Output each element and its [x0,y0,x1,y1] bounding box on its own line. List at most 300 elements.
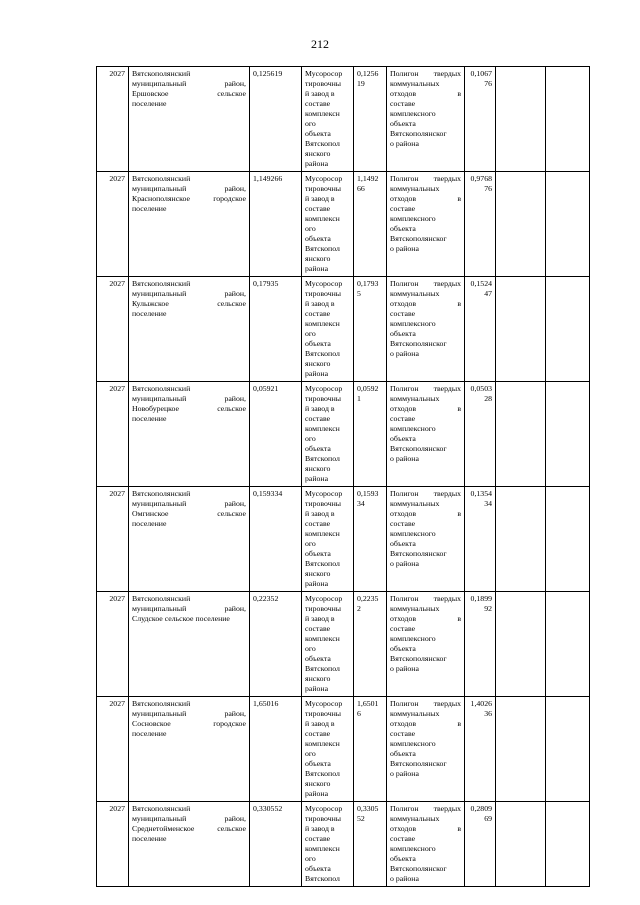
year-cell [97,382,129,487]
processing-object-cell-line: Мусоросор [305,489,343,498]
disposed-volume-cell-line: 0,0503 [470,384,492,393]
disposed-volume-cell-line: 0,1067 [470,69,492,78]
disposed-volume-cell-line: 76 [484,79,492,88]
processing-object-cell-line: й завод в [305,824,335,833]
processing-object-cell-line: района [305,579,329,588]
disposed-volume-cell [465,277,496,382]
year-cell [97,802,129,887]
disposal-object-cell-line: коммунальных [390,289,440,298]
municipality-cell-line: Сосновское городское [132,719,246,728]
disposed-volume-cell [465,697,496,802]
processing-object-cell-line: янского [305,464,331,473]
disposal-object-cell-line: комплексного [390,739,436,748]
municipality-cell [129,172,250,277]
disposal-object-cell-line: отходов в [390,89,461,98]
municipality-cell-line: Среднетойменское сельское [132,824,246,833]
disposed-volume-cell-line: 76 [484,184,492,193]
processing-object-cell-line: тировочны [305,604,342,613]
disposal-object-cell [387,592,465,697]
year-cell-line: 2027 [109,69,125,78]
processing-object-cell-line: района [305,264,329,273]
disposal-object-cell-line: Полигон твердых [390,804,461,813]
processing-object-cell-line: янского [305,569,331,578]
disposal-object-cell-line: Вятскополянског [390,339,447,348]
processing-object-cell-line: Вятскопол [305,244,340,253]
empty-cell [546,67,590,172]
processing-object-cell [302,67,354,172]
empty-cell [546,697,590,802]
waste-flow-table [96,66,590,887]
processing-object-cell-line: комплексн [305,109,340,118]
empty-cell [546,487,590,592]
processing-object-cell-line: комплексн [305,214,340,223]
empty-cell [496,697,546,802]
processing-object-cell-line: ого [305,224,316,233]
processing-object-cell-line: Вятскопол [305,349,340,358]
disposal-object-cell-line: коммунальных [390,499,440,508]
processing-object-cell-line: комплексн [305,319,340,328]
disposed-volume-cell-line: 0,1899 [470,594,492,603]
municipality-cell-line: Кулыжское сельское [132,299,246,308]
empty-cell [496,487,546,592]
disposal-object-cell-line: отходов в [390,299,461,308]
waste-volume-cell [250,697,302,802]
processing-object-cell-line: й завод в [305,509,335,518]
municipality-cell-line: поселение [132,309,167,318]
disposal-object-cell-line: Вятскополянског [390,549,447,558]
processed-volume-cell-line: 66 [357,184,365,193]
processing-object-cell-line: составе [305,309,331,318]
empty-cell [546,802,590,887]
disposal-object-cell-line: комплексного [390,844,436,853]
waste-volume-cell [250,67,302,172]
processing-object-cell-line: й завод в [305,299,335,308]
disposal-object-cell-line: составе [390,99,416,108]
processing-object-cell-line: Вятскопол [305,874,340,883]
processing-object-cell-line: комплексн [305,844,340,853]
disposal-object-cell [387,172,465,277]
empty-cell [496,802,546,887]
processing-object-cell-line: Мусоросор [305,174,343,183]
disposal-object-cell-line: о района [390,874,419,883]
disposal-object-cell-line: комплексного [390,634,436,643]
processing-object-cell-line: ого [305,539,316,548]
disposal-object-cell-line: составе [390,309,416,318]
processed-volume-cell-line: 1,6501 [357,699,379,708]
year-cell [97,277,129,382]
disposal-object-cell-line: объекта [390,854,416,863]
processing-object-cell-line: ого [305,119,316,128]
table-row [97,697,590,802]
disposal-object-cell-line: отходов в [390,404,461,413]
year-cell [97,697,129,802]
processed-volume-cell-line: 5 [357,289,361,298]
year-cell-line: 2027 [109,174,125,183]
disposal-object-cell-line: отходов в [390,614,461,623]
disposed-volume-cell-line: 0,1354 [470,489,492,498]
municipality-cell-line: муниципальный район, [132,184,246,193]
municipality-cell-line: Вятскополянский [132,804,191,813]
processing-object-cell [302,277,354,382]
processing-object-cell-line: Вятскопол [305,769,340,778]
disposed-volume-cell [465,592,496,697]
empty-cell [546,277,590,382]
disposed-volume-cell [465,382,496,487]
processing-object-cell-line: комплексн [305,634,340,643]
disposal-object-cell-line: комплексного [390,319,436,328]
processing-object-cell-line: района [305,474,329,483]
disposal-object-cell-line: коммунальных [390,184,440,193]
processing-object-cell-line: янского [305,359,331,368]
municipality-cell-line: поселение [132,729,167,738]
processed-volume-cell-line: 2 [357,604,361,613]
table-row [97,277,590,382]
waste-volume-cell [250,277,302,382]
processing-object-cell-line: района [305,684,329,693]
processing-object-cell-line: янского [305,674,331,683]
processing-object-cell-line: й завод в [305,89,335,98]
empty-cell [496,592,546,697]
processed-volume-cell [354,592,387,697]
disposed-volume-cell [465,487,496,592]
municipality-cell-line: муниципальный район, [132,499,246,508]
processing-object-cell-line: й завод в [305,719,335,728]
disposal-object-cell-line: объекта [390,434,416,443]
processing-object-cell-line: тировочны [305,499,342,508]
processed-volume-cell [354,487,387,592]
disposal-object-cell-line: Вятскополянског [390,234,447,243]
disposal-object-cell-line: отходов в [390,824,461,833]
disposal-object-cell-line: коммунальных [390,814,440,823]
processing-object-cell-line: тировочны [305,709,342,718]
processing-object-cell-line: Мусоросор [305,699,343,708]
disposal-object-cell-line: объекта [390,329,416,338]
disposed-volume-cell-line: 0,9768 [470,174,492,183]
processing-object-cell-line: объекта [305,549,331,558]
disposal-object-cell-line: составе [390,204,416,213]
waste-volume-cell [250,592,302,697]
municipality-cell-line: Вятскополянский [132,174,191,183]
disposal-object-cell-line: о района [390,664,419,673]
waste-volume-cell [250,172,302,277]
disposal-object-cell-line: Полигон твердых [390,384,461,393]
processing-object-cell-line: тировочны [305,814,342,823]
processing-object-cell-line: составе [305,834,331,843]
processing-object-cell [302,382,354,487]
disposed-volume-cell-line: 0,2809 [470,804,492,813]
disposed-volume-cell-line: 69 [484,814,492,823]
municipality-cell-line: Вятскополянский [132,384,191,393]
processing-object-cell-line: Вятскопол [305,664,340,673]
disposal-object-cell-line: отходов в [390,509,461,518]
municipality-cell-line: Краснополянское городское [132,194,246,203]
municipality-cell-line: Вятскополянский [132,699,191,708]
disposed-volume-cell [465,67,496,172]
year-cell [97,172,129,277]
empty-cell [496,382,546,487]
municipality-cell-line: Вятскополянский [132,279,191,288]
disposal-object-cell-line: комплексного [390,529,436,538]
year-cell [97,487,129,592]
processed-volume-cell [354,277,387,382]
processing-object-cell-line: янского [305,779,331,788]
processing-object-cell-line: объекта [305,129,331,138]
disposal-object-cell-line: о района [390,349,419,358]
disposal-object-cell-line: объекта [390,539,416,548]
year-cell-line: 2027 [109,594,125,603]
municipality-cell-line: муниципальный район, [132,604,246,613]
disposal-object-cell [387,382,465,487]
disposal-object-cell-line: составе [390,624,416,633]
processed-volume-cell [354,697,387,802]
table-row [97,487,590,592]
processing-object-cell-line: Вятскопол [305,454,340,463]
municipality-cell-line: Вятскополянский [132,489,191,498]
processed-volume-cell-line: 52 [357,814,365,823]
municipality-cell-line: Омгинское сельское [132,509,246,518]
disposal-object-cell-line: составе [390,519,416,528]
table-row [97,802,590,887]
municipality-cell-line: муниципальный район, [132,394,246,403]
disposal-object-cell-line: Полигон твердых [390,174,461,183]
processed-volume-cell-line: 6 [357,709,361,718]
disposal-object-cell [387,802,465,887]
disposal-object-cell-line: объекта [390,224,416,233]
disposal-object-cell [387,487,465,592]
waste-volume-cell-line: 0,05921 [253,384,279,393]
processed-volume-cell-line: 19 [357,79,365,88]
municipality-cell-line: Новобурецкое сельское [132,404,246,413]
processing-object-cell-line: объекта [305,339,331,348]
processing-object-cell-line: комплексн [305,424,340,433]
processing-object-cell-line: ого [305,644,316,653]
processing-object-cell-line: района [305,159,329,168]
processing-object-cell-line: объекта [305,444,331,453]
municipality-cell-line: поселение [132,834,167,843]
processing-object-cell [302,802,354,887]
municipality-cell [129,277,250,382]
processing-object-cell-line: составе [305,204,331,213]
disposed-volume-cell-line: 1,4026 [470,699,492,708]
disposal-object-cell-line: объекта [390,644,416,653]
processing-object-cell-line: района [305,369,329,378]
municipality-cell-line: поселение [132,99,167,108]
disposal-object-cell-line: коммунальных [390,79,440,88]
processed-volume-cell [354,382,387,487]
disposed-volume-cell-line: 0,1524 [470,279,492,288]
disposal-object-cell [387,697,465,802]
disposal-object-cell-line: комплексного [390,424,436,433]
processing-object-cell [302,172,354,277]
municipality-cell [129,382,250,487]
processing-object-cell [302,487,354,592]
processing-object-cell [302,592,354,697]
disposal-object-cell-line: о района [390,559,419,568]
processing-object-cell-line: комплексн [305,739,340,748]
processing-object-cell [302,697,354,802]
processing-object-cell-line: Мусоросор [305,69,343,78]
disposal-object-cell-line: коммунальных [390,709,440,718]
municipality-cell [129,487,250,592]
disposal-object-cell-line: Полигон твердых [390,489,461,498]
disposal-object-cell-line: Полигон твердых [390,279,461,288]
disposal-object-cell-line: комплексного [390,214,436,223]
disposal-object-cell-line: Полигон твердых [390,69,461,78]
disposal-object-cell-line: о района [390,769,419,778]
waste-volume-cell-line: 0,330552 [253,804,283,813]
disposal-object-cell-line: составе [390,834,416,843]
disposed-volume-cell-line: 34 [484,499,492,508]
processed-volume-cell-line: 0,1793 [357,279,379,288]
waste-volume-cell-line: 0,159334 [253,489,283,498]
waste-volume-cell [250,487,302,592]
processing-object-cell-line: составе [305,99,331,108]
disposal-object-cell-line: отходов в [390,719,461,728]
processing-object-cell-line: Вятскопол [305,559,340,568]
empty-cell [496,67,546,172]
disposal-object-cell-line: составе [390,729,416,738]
disposal-object-cell [387,277,465,382]
disposal-object-cell-line: Вятскополянског [390,759,447,768]
disposal-object-cell-line: объекта [390,749,416,758]
waste-volume-cell-line: 1,149266 [253,174,283,183]
disposal-object-cell-line: составе [390,414,416,423]
processing-object-cell-line: объекта [305,864,331,873]
processed-volume-cell-line: 0,3305 [357,804,379,813]
municipality-cell [129,802,250,887]
processed-volume-cell-line: 0,2235 [357,594,379,603]
disposal-object-cell-line: Вятскополянског [390,444,447,453]
year-cell-line: 2027 [109,384,125,393]
processing-object-cell-line: ого [305,434,316,443]
processing-object-cell-line: й завод в [305,194,335,203]
disposal-object-cell-line: Вятскополянског [390,654,447,663]
year-cell-line: 2027 [109,489,125,498]
processing-object-cell-line: района [305,789,329,798]
waste-volume-cell-line: 0,22352 [253,594,279,603]
municipality-cell-line: муниципальный район, [132,289,246,298]
processing-object-cell-line: янского [305,254,331,263]
year-cell [97,592,129,697]
municipality-cell-line: Вятскополянский [132,69,191,78]
municipality-cell-line: муниципальный район, [132,709,246,718]
processing-object-cell-line: объекта [305,234,331,243]
disposed-volume-cell-line: 47 [484,289,492,298]
processing-object-cell-line: ого [305,749,316,758]
processing-object-cell-line: янского [305,149,331,158]
municipality-cell-line: муниципальный район, [132,814,246,823]
disposal-object-cell-line: о района [390,454,419,463]
waste-volume-cell [250,802,302,887]
empty-cell [496,172,546,277]
processing-object-cell-line: комплексн [305,529,340,538]
disposal-object-cell-line: коммунальных [390,394,440,403]
processing-object-cell-line: Мусоросор [305,384,343,393]
disposal-object-cell-line: Полигон твердых [390,699,461,708]
waste-volume-cell-line: 0,125619 [253,69,283,78]
processing-object-cell-line: объекта [305,654,331,663]
year-cell-line: 2027 [109,804,125,813]
table-row [97,382,590,487]
table-row [97,67,590,172]
processing-object-cell-line: Мусоросор [305,279,343,288]
municipality-cell [129,592,250,697]
processing-object-cell-line: составе [305,729,331,738]
disposal-object-cell-line: объекта [390,119,416,128]
disposal-object-cell-line: комплексного [390,109,436,118]
disposal-object-cell-line: отходов в [390,194,461,203]
disposed-volume-cell-line: 92 [484,604,492,613]
table-body [97,67,590,887]
processing-object-cell-line: ого [305,329,316,338]
municipality-cell-line: Слудское сельское поселение [132,614,230,623]
waste-volume-cell-line: 0,17935 [253,279,279,288]
municipality-cell [129,697,250,802]
processing-object-cell-line: составе [305,519,331,528]
empty-cell [546,592,590,697]
processed-volume-cell-line: 1 [357,394,361,403]
processing-object-cell-line: тировочны [305,79,342,88]
processing-object-cell-line: ого [305,854,316,863]
waste-volume-cell [250,382,302,487]
year-cell [97,67,129,172]
processed-volume-cell-line: 0,1256 [357,69,379,78]
processing-object-cell-line: Вятскопол [305,139,340,148]
processed-volume-cell-line: 1,1492 [357,174,379,183]
processed-volume-cell [354,802,387,887]
processing-object-cell-line: объекта [305,759,331,768]
table-row [97,592,590,697]
disposed-volume-cell-line: 28 [484,394,492,403]
disposed-volume-cell [465,172,496,277]
year-cell-line: 2027 [109,699,125,708]
year-cell-line: 2027 [109,279,125,288]
disposed-volume-cell-line: 36 [484,709,492,718]
disposal-object-cell-line: о района [390,244,419,253]
empty-cell [546,172,590,277]
municipality-cell-line: поселение [132,414,167,423]
processed-volume-cell-line: 34 [357,499,365,508]
waste-volume-cell-line: 1,65016 [253,699,279,708]
municipality-cell-line: Вятскополянский [132,594,191,603]
processing-object-cell-line: тировочны [305,289,342,298]
processing-object-cell-line: й завод в [305,614,335,623]
disposal-object-cell-line: Вятскополянског [390,129,447,138]
disposal-object-cell-line: о района [390,139,419,148]
disposal-object-cell [387,67,465,172]
disposed-volume-cell [465,802,496,887]
processing-object-cell-line: тировочны [305,394,342,403]
municipality-cell-line: муниципальный район, [132,79,246,88]
processed-volume-cell-line: 0,1593 [357,489,379,498]
page-number: 212 [311,37,329,51]
processing-object-cell-line: Мусоросор [305,804,343,813]
empty-cell [546,382,590,487]
processed-volume-cell [354,172,387,277]
disposal-object-cell-line: Вятскополянског [390,864,447,873]
municipality-cell-line: поселение [132,204,167,213]
empty-cell [496,277,546,382]
processed-volume-cell-line: 0,0592 [357,384,379,393]
table-row [97,172,590,277]
processing-object-cell-line: тировочны [305,184,342,193]
processing-object-cell-line: составе [305,624,331,633]
municipality-cell [129,67,250,172]
processing-object-cell-line: й завод в [305,404,335,413]
processing-object-cell-line: Мусоросор [305,594,343,603]
disposal-object-cell-line: Полигон твердых [390,594,461,603]
municipality-cell-line: поселение [132,519,167,528]
